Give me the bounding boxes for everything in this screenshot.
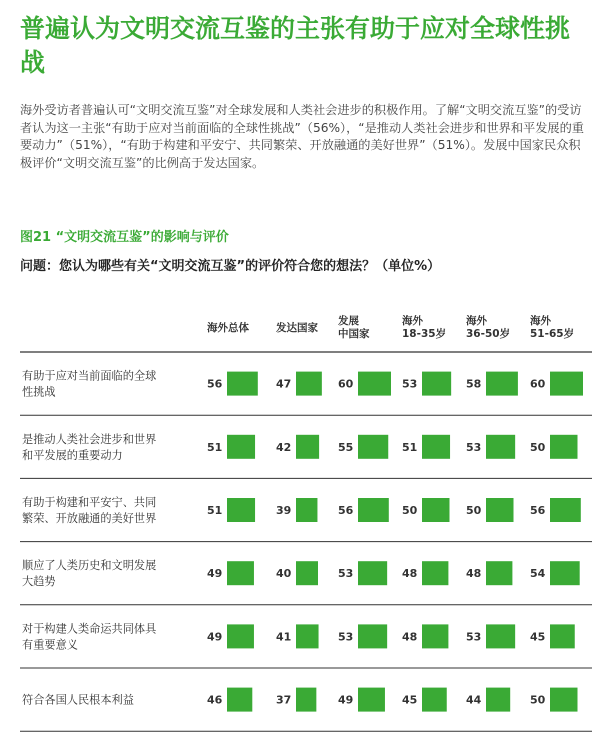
bar (227, 498, 255, 522)
data-label: 51 (207, 440, 223, 454)
data-label: 46 (207, 693, 223, 707)
column-header: 中国家 (338, 328, 370, 340)
bar (227, 435, 255, 459)
bar (422, 498, 450, 522)
column-header: 发达国家 (276, 322, 318, 334)
row-label: 有助于应对当前面临的全球 (22, 369, 157, 383)
data-label: 56 (338, 504, 354, 517)
bar (227, 561, 254, 585)
data-label: 41 (276, 630, 292, 644)
bar (358, 435, 388, 459)
data-label: 50 (530, 693, 546, 707)
bar (422, 688, 447, 712)
data-label: 60 (530, 377, 546, 391)
intro-paragraph: 海外受访者普遍认可“文明交流互鉴”对全球发展和人类社会进步的积极作用。了解“文明交流互鉴”的受访者认为这一主张“有助于应对当前面临的全球性挑战”（56%），“是推动人类社会进步和世界和平发展的重要动力”（51%），“有助于构建和平安宁、共同繁荣、开放融通的美好世界”（51%）。发展中国家民众积极评价“文明交流互鉴”的比例高于发达国家。 (20, 103, 584, 170)
row-label: 符合各国人民根本利益 (22, 693, 134, 707)
data-label: 50 (466, 504, 482, 517)
data-label: 60 (338, 377, 354, 391)
column-header: 36-50岁 (466, 328, 511, 340)
row-label: 有重要意义 (22, 638, 78, 652)
survey-question: 问题：您认为哪些有关“文明交流互鉴”的评价符合您的想法？（单位%） (20, 259, 441, 274)
data-label: 49 (207, 567, 223, 581)
column-header: 海外总体 (207, 322, 249, 334)
data-label: 50 (530, 440, 546, 454)
bar (227, 372, 258, 396)
bar (486, 561, 512, 585)
data-label: 42 (276, 440, 292, 454)
column-header: 51-65岁 (530, 328, 575, 340)
data-label: 37 (276, 693, 292, 707)
bar (358, 372, 391, 396)
data-label: 51 (207, 504, 223, 517)
data-label: 39 (276, 504, 292, 517)
bar (550, 561, 580, 585)
data-label: 53 (338, 630, 354, 644)
data-label: 44 (466, 693, 482, 707)
column-header: 18-35岁 (402, 328, 447, 340)
row-label: 对于构建人类命运共同体具 (22, 622, 157, 636)
data-label: 48 (402, 567, 418, 581)
data-label: 51 (402, 440, 418, 454)
data-label: 40 (276, 567, 292, 581)
bar (358, 561, 387, 585)
data-label: 50 (402, 504, 418, 517)
bar (227, 624, 254, 648)
row-label: 大趋势 (22, 575, 56, 589)
row-label: 有助于构建和平安宁、共同 (22, 496, 157, 509)
data-label: 45 (402, 693, 418, 707)
bar (422, 435, 450, 459)
row-label: 是推动人类社会进步和世界 (22, 432, 157, 446)
data-label: 45 (530, 630, 546, 644)
data-label: 56 (207, 377, 223, 391)
bar (486, 688, 510, 712)
bar (550, 372, 583, 396)
figure-title: 图21 “文明交流互鉴”的影响与评价 (20, 230, 229, 245)
bar (358, 688, 385, 712)
bar (296, 688, 316, 712)
row-label: 顺应了人类历史和文明发展 (22, 559, 157, 573)
bar (296, 624, 319, 648)
bar (550, 688, 578, 712)
bar (296, 372, 322, 396)
bar (422, 624, 448, 648)
bar (296, 435, 319, 459)
bar (358, 498, 389, 522)
bar (227, 688, 252, 712)
bar (550, 624, 575, 648)
bar (486, 435, 515, 459)
data-label: 53 (402, 377, 418, 391)
data-label: 53 (466, 440, 482, 454)
bar (550, 498, 581, 522)
data-label: 49 (207, 630, 223, 644)
data-label: 53 (466, 630, 482, 644)
bar (422, 372, 451, 396)
bar (486, 372, 518, 396)
data-label: 54 (530, 567, 546, 581)
bar (296, 561, 318, 585)
column-header: 海外 (530, 315, 551, 327)
bar (550, 435, 578, 459)
data-label: 48 (402, 630, 418, 644)
data-label: 53 (338, 567, 354, 581)
row-label: 和平发展的重要动力 (22, 448, 123, 462)
data-label: 55 (338, 440, 354, 454)
data-label: 58 (466, 377, 482, 391)
row-label: 性挑战 (22, 385, 56, 399)
bar (486, 498, 514, 522)
data-label: 56 (530, 504, 546, 517)
bar (358, 624, 387, 648)
column-header: 发展 (338, 315, 359, 327)
column-header: 海外 (402, 315, 423, 327)
column-header: 海外 (466, 315, 487, 327)
data-label: 47 (276, 377, 292, 391)
page-title: 普遍认为文明交流互鉴的主张有助于应对全球性挑战 (20, 14, 571, 77)
bar (486, 624, 515, 648)
bar (296, 498, 317, 522)
data-label: 49 (338, 693, 354, 707)
bar (422, 561, 448, 585)
data-label: 48 (466, 567, 482, 581)
row-label: 繁荣、开放融通的美好世界 (22, 512, 157, 525)
